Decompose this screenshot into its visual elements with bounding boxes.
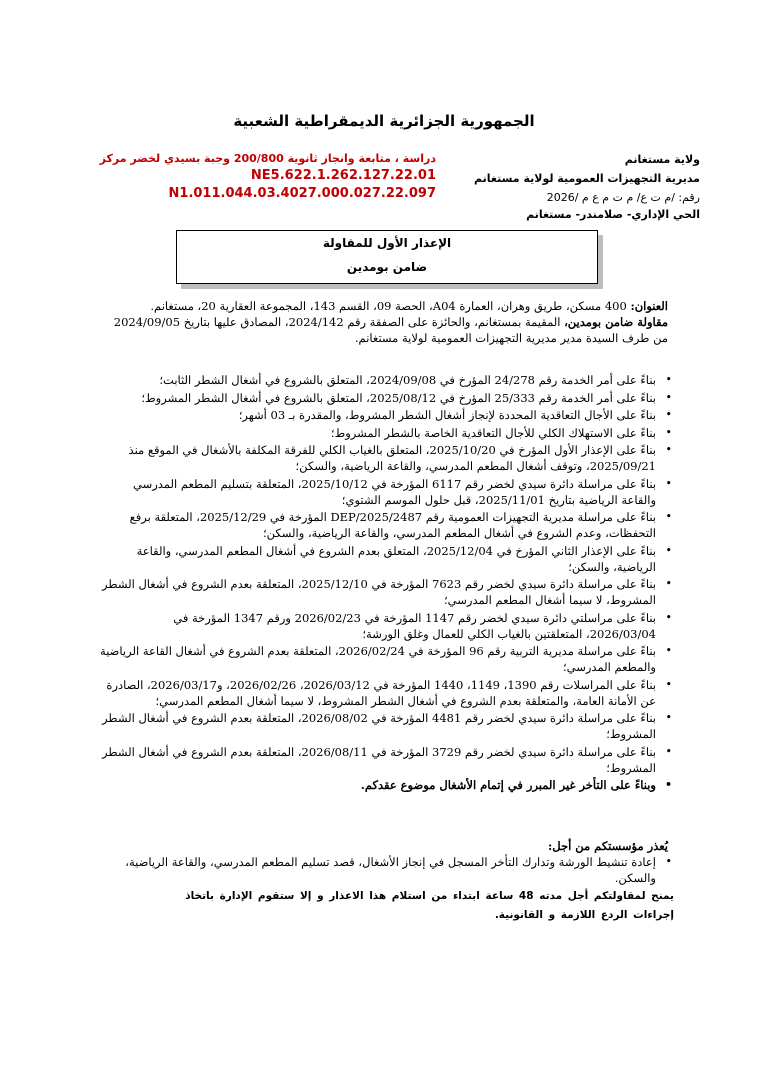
reference-number: رقم: /م ت ع/ م ت م ع م /2026 (546, 191, 700, 204)
deadline-line-2: إجراءات الردع اللازمة و القانونية. (494, 909, 674, 921)
list-item: • بناءً على مراسلة مديرية التربية رقم 96 المؤرخة في 2026/02/24، المتعلقة بعدم الشروع في أشغال القاعة الرياضية والمطعم المدرسي؛ (100, 643, 656, 675)
address-line (100, 298, 668, 314)
purpose-list (100, 854, 656, 886)
project-code-2: N1.011.044.03.4027.000.027.22.097 (168, 186, 436, 201)
contractor-name: ضامن بومدين (346, 260, 428, 274)
list-item: • بناءً على أمر الخدمة رقم 24/278 المؤرخ في 2024/09/08، المتعلق بالشروع في أشغال الشطر الثابت؛ (100, 372, 656, 388)
administration-header (474, 150, 700, 207)
deadline-line-1: يمنح لمقاولتكم أجل مدته 48 ساعة ابتداء من استلام هذا الاعذار و إلا ستقوم الإدارة باتخاذ (185, 890, 674, 902)
notice-box (176, 230, 598, 284)
considerations-list (100, 372, 656, 795)
contractor-line (100, 314, 668, 330)
list-item: • بناءً على الإعذار الأول المؤرخ في 2025/10/20، المتعلق بالغياب الكلي للفرقة المكلفة بالأشغال في الموقع منذ 2025/09/21، وتوقف أشغال المطعم المدرسي، والقاعة الرياضية، والسكن؛ (100, 442, 656, 474)
contractor-label: مقاولة ضامن بومدين، (564, 315, 668, 329)
list-item: • وبناءً على التأخر غير المبرر في إتمام الأشغال موضوع عقدكم. (100, 777, 656, 793)
project-title: دراسة ، متابعة وانجاز ثانوية 200/800 وجبة بسيدي لخضر مركز (99, 152, 436, 165)
district-address: الحي الإداري- صلامندر- مستغانم (526, 208, 700, 221)
list-item: • بناءً على الاستهلاك الكلي للأجال التعاقدية الخاصة بالشطر المشروط؛ (100, 425, 656, 441)
list-item: • بناءً على المراسلات رقم 1390، 1149، 1440 المؤرخة في 2026/03/12، 2026/02/26، و2026/03/17، الصادرة عن الأمانة العامة، والمتعلقة بعدم الشروع في أشغال الشطر المشروط، لا سيما أشغال المطعم المدرسي؛ (100, 677, 656, 709)
list-item: • بناءً على مراسلة دائرة سيدي لخضر رقم 3729 المؤرخة في 2026/08/11، المتعلقة بعدم الشروع في أشغال الشطر المشروط؛ (100, 744, 656, 776)
deadline-paragraph (96, 887, 674, 925)
list-item: • بناءً على مراسلة مديرية التجهيزات العمومية رقم DEP/2025/2487 المؤرخة في 2025/12/29، المتعلقة برفع التحفظات، وعدم الشروع في أشغال المطعم المدرسي، والقاعة الرياضية، والسكن؛ (100, 509, 656, 541)
directorate-name: مديرية التجهيزات العمومية لولاية مستغانم (474, 172, 700, 185)
project-code-1: NE5.622.1.262.127.22.01 (250, 168, 436, 183)
project-block (96, 150, 436, 203)
list-item: • بناءً على مراسلة دائرة سيدي لخضر رقم 4481 المؤرخة في 2026/08/02، المتعلقة بعدم الشروع في أشغال الشطر المشروط؛ (100, 710, 656, 742)
list-item: • بناءً على مراسلة دائرة سيدي لخضر رقم 7623 المؤرخة في 2025/12/10، المتعلقة بعدم الشروع في أشغال الشطر المشروط، لا سيما أشغال المطعم المدرسي؛ (100, 576, 656, 608)
list-item: • بناءً على الأجال التعاقدية المحددة لإنجاز أشغال الشطر المشروط، والمقدرة بـ 03 أشهر؛ (100, 407, 656, 423)
notice-title: الإعذار الأول للمقاولة (322, 236, 452, 250)
excuse-heading: يُعذر مؤسستكم من أجل: (548, 839, 668, 853)
republic-heading: الجمهورية الجزائرية الديمقراطية الشعبية (233, 112, 535, 130)
list-item: • بناءً على مراسلة دائرة سيدي لخضر رقم 6117 المؤرخة في 2025/10/12، المتعلقة بتسليم المطعم المدرسي والقاعة الرياضية بتاريخ 2025/11/01، قبل حلول الموسم الشتوي؛ (100, 476, 656, 508)
list-item: • بناءً على مراسلتي دائرة سيدي لخضر رقم 1147 المؤرخة في 2026/02/23 ورقم 1347 المؤرخة في 2026/03/04، المتعلقتين بالغياب الكلي للعمال وغلق الورشة؛ (100, 610, 656, 642)
list-item: • بناءً على الإعذار الثاني المؤرخ في 2025/12/04، المتعلق بعدم الشروع في أشغال المطعم المدرسي، والقاعة الرياضية، والسكن؛ (100, 543, 656, 575)
approval-line: من طرف السيدة مدير مديرية التجهيزات العمومية لولاية مستغانم. (354, 331, 668, 345)
address-block (100, 298, 668, 346)
address-label: العنوان: (630, 299, 668, 313)
contractor-text: المقيمة بمستغانم، والحائزة على الصفقة رقم 2024/142، المصادق عليها بتاريخ 2024/09/05 (113, 315, 565, 329)
list-item: • بناءً على أمر الخدمة رقم 25/333 المؤرخ في 2025/08/12، المتعلق بالشروع في أشغال الشطر المشروط؛ (100, 390, 656, 406)
address-text: 400 مسكن، طريق وهران، العمارة A04، الحصة 09، القسم 143، المجموعة العقارية 20، مستغانم. (150, 299, 631, 313)
wilaya-name: ولاية مستغانم (624, 153, 700, 166)
list-item: • إعادة تنشيط الورشة وتدارك التأخر المسجل في إنجاز الأشغال، قصد تسليم المطعم المدرسي، والقاعة الرياضية، والسكن. (100, 854, 656, 886)
